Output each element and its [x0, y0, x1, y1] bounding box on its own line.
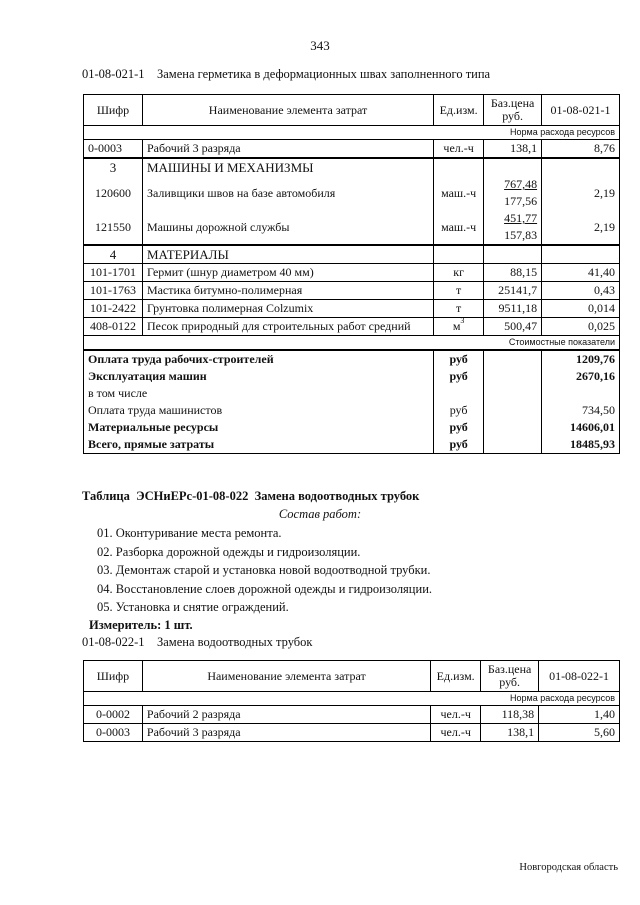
table-row: [84, 318, 620, 336]
header-column: 01-08-021-1: [542, 95, 620, 126]
norm-label: Норма расхода ресурсов: [84, 692, 620, 706]
summary-unit: руб: [434, 402, 484, 419]
unit-text: м: [452, 319, 461, 333]
section-row-machines: [84, 158, 620, 176]
cell-unit: маш.-ч: [434, 176, 484, 210]
summary-unit: руб: [434, 368, 484, 385]
summary-unit: руб: [434, 350, 484, 368]
table-row: [84, 264, 620, 282]
cell-code: 101-2422: [84, 300, 143, 318]
work-item: 05. Установка и снятие ограждений.: [97, 600, 289, 614]
cell-name: Мастика битумно-полимерная: [142, 282, 433, 300]
cell-price: 500,47: [484, 318, 542, 336]
cell-value: 41,40: [542, 264, 620, 282]
cell-value: 1,40: [539, 706, 620, 724]
section1-title: Замена герметика в деформационных швах заполненного типа: [157, 67, 491, 81]
price-labor: 157,83: [504, 228, 538, 242]
section1-code: 01-08-021-1: [82, 67, 145, 81]
norm-row: [84, 126, 620, 140]
table-row: [84, 176, 620, 210]
cell-unit: чел.-ч: [431, 724, 481, 742]
cell-price: [484, 210, 542, 245]
cell-unit: [434, 318, 484, 336]
cell-name: Грунтовка полимерная Colzumix: [142, 300, 433, 318]
summary-row: [84, 368, 620, 385]
cell-name: Песок природный для строительных работ средний: [142, 318, 433, 336]
table-row: [84, 724, 620, 742]
cost-label: Стоимостные показатели: [84, 336, 620, 351]
cell-name: Гермит (шнур диаметром 40 мм): [142, 264, 433, 282]
cell-code: 0-0003: [84, 724, 143, 742]
table-row: [84, 210, 620, 245]
cell-code: 0-0002: [84, 706, 143, 724]
estimate-table-2: [83, 660, 620, 742]
cell-price: 118,38: [481, 706, 539, 724]
table-row: [84, 706, 620, 724]
section-title: МАТЕРИАЛЫ: [142, 245, 433, 264]
cell-unit: чел.-ч: [434, 140, 484, 159]
cell-unit: т: [434, 282, 484, 300]
section-number: 3: [84, 158, 143, 176]
table-header: [84, 95, 620, 126]
cell-code: 0-0003: [84, 140, 143, 159]
section2-title: Замена водоотводных трубок: [157, 635, 313, 649]
summary-row: [84, 436, 620, 454]
cell-name: Заливщики швов на базе автомобиля: [142, 176, 433, 210]
header-name: Наименование элемента затрат: [142, 95, 433, 126]
work-item: 03. Демонтаж старой и установка новой водоотводной трубки.: [97, 563, 431, 577]
summary-label: Оплата труда машинистов: [84, 402, 434, 419]
summary-label: в том числе: [84, 385, 434, 402]
works-title: Состав работ:: [278, 507, 362, 521]
work-item: 01. Оконтуривание места ремонта.: [97, 526, 282, 540]
summary-value: 14606,01: [542, 419, 620, 436]
norm-row: [84, 692, 620, 706]
cell-value: 5,60: [539, 724, 620, 742]
footer-region: Новгородская область: [519, 862, 618, 873]
header-unit: Ед.изм.: [431, 661, 481, 692]
table-title: Замена водоотводных трубок: [254, 489, 420, 503]
cell-price: 9511,18: [484, 300, 542, 318]
cell-unit: чел.-ч: [431, 706, 481, 724]
summary-value: 18485,93: [542, 436, 620, 454]
cell-code: 408-0122: [84, 318, 143, 336]
section2-heading: [82, 635, 313, 650]
cell-price: [484, 176, 542, 210]
cell-name: Рабочий 2 разряда: [142, 706, 430, 724]
cell-value: 0,43: [542, 282, 620, 300]
summary-value: 734,50: [542, 402, 620, 419]
table-prefix: Таблица: [82, 489, 130, 503]
price-labor: 177,56: [504, 194, 538, 208]
table-header: [84, 661, 620, 692]
cell-code: 101-1701: [84, 264, 143, 282]
table-row: [84, 282, 620, 300]
cell-name: Рабочий 3 разряда: [142, 724, 430, 742]
header-code: Шифр: [84, 661, 143, 692]
section-row-materials: [84, 245, 620, 264]
summary-value: 2670,16: [542, 368, 620, 385]
norm-label: Норма расхода ресурсов: [84, 126, 620, 140]
cell-value: 2,19: [542, 210, 620, 245]
cell-value: 2,19: [542, 176, 620, 210]
header-price: Баз.цена руб.: [484, 95, 542, 126]
section-number: 4: [84, 245, 143, 264]
meter: Измеритель: 1 шт.: [89, 618, 193, 632]
header-price: Баз.цена руб.: [481, 661, 539, 692]
section2-code: 01-08-022-1: [82, 635, 145, 649]
section1-heading: [82, 67, 490, 82]
summary-label: Материальные ресурсы: [84, 419, 434, 436]
cell-code: 101-1763: [84, 282, 143, 300]
summary-unit: руб: [434, 436, 484, 454]
cell-value: 8,76: [542, 140, 620, 159]
header-code: Шифр: [84, 95, 143, 126]
cell-price: 138,1: [484, 140, 542, 159]
price-total: 767,48: [504, 177, 538, 191]
cell-name: Машины дорожной службы: [142, 210, 433, 245]
cell-code: 121550: [84, 210, 143, 245]
table-code: ЭСНиЕРс-01-08-022: [136, 489, 249, 503]
estimate-table-1: [83, 94, 620, 454]
summary-unit: руб: [434, 419, 484, 436]
cost-row: [84, 336, 620, 351]
cell-unit: т: [434, 300, 484, 318]
table-row: [84, 300, 620, 318]
summary-row: [84, 385, 620, 402]
header-column: 01-08-022-1: [539, 661, 620, 692]
summary-label: Эксплуатация машин: [84, 368, 434, 385]
cell-unit: кг: [434, 264, 484, 282]
summary-label: Оплата труда рабочих-строителей: [84, 350, 434, 368]
work-item: 02. Разборка дорожной одежды и гидроизоляции.: [97, 545, 361, 559]
section-title: МАШИНЫ И МЕХАНИЗМЫ: [142, 158, 433, 176]
cell-code: 120600: [84, 176, 143, 210]
unit-superscript: 3: [460, 316, 465, 325]
cell-unit: маш.-ч: [434, 210, 484, 245]
page-number: 343: [310, 38, 330, 53]
cell-name: Рабочий 3 разряда: [142, 140, 433, 159]
summary-value: 1209,76: [542, 350, 620, 368]
cell-price: 25141,7: [484, 282, 542, 300]
header-name: Наименование элемента затрат: [142, 661, 430, 692]
table-row: [84, 140, 620, 159]
price-total: 451,77: [504, 211, 538, 225]
cell-price: 138,1: [481, 724, 539, 742]
summary-row: [84, 419, 620, 436]
summary-label: Всего, прямые затраты: [84, 436, 434, 454]
header-unit: Ед.изм.: [434, 95, 484, 126]
cell-value: 0,014: [542, 300, 620, 318]
work-item: 04. Восстановление слоев дорожной одежды и гидроизоляции.: [97, 582, 433, 596]
summary-row: [84, 402, 620, 419]
cell-value: 0,025: [542, 318, 620, 336]
table-heading: [82, 489, 419, 504]
cell-price: 88,15: [484, 264, 542, 282]
summary-row: [84, 350, 620, 368]
